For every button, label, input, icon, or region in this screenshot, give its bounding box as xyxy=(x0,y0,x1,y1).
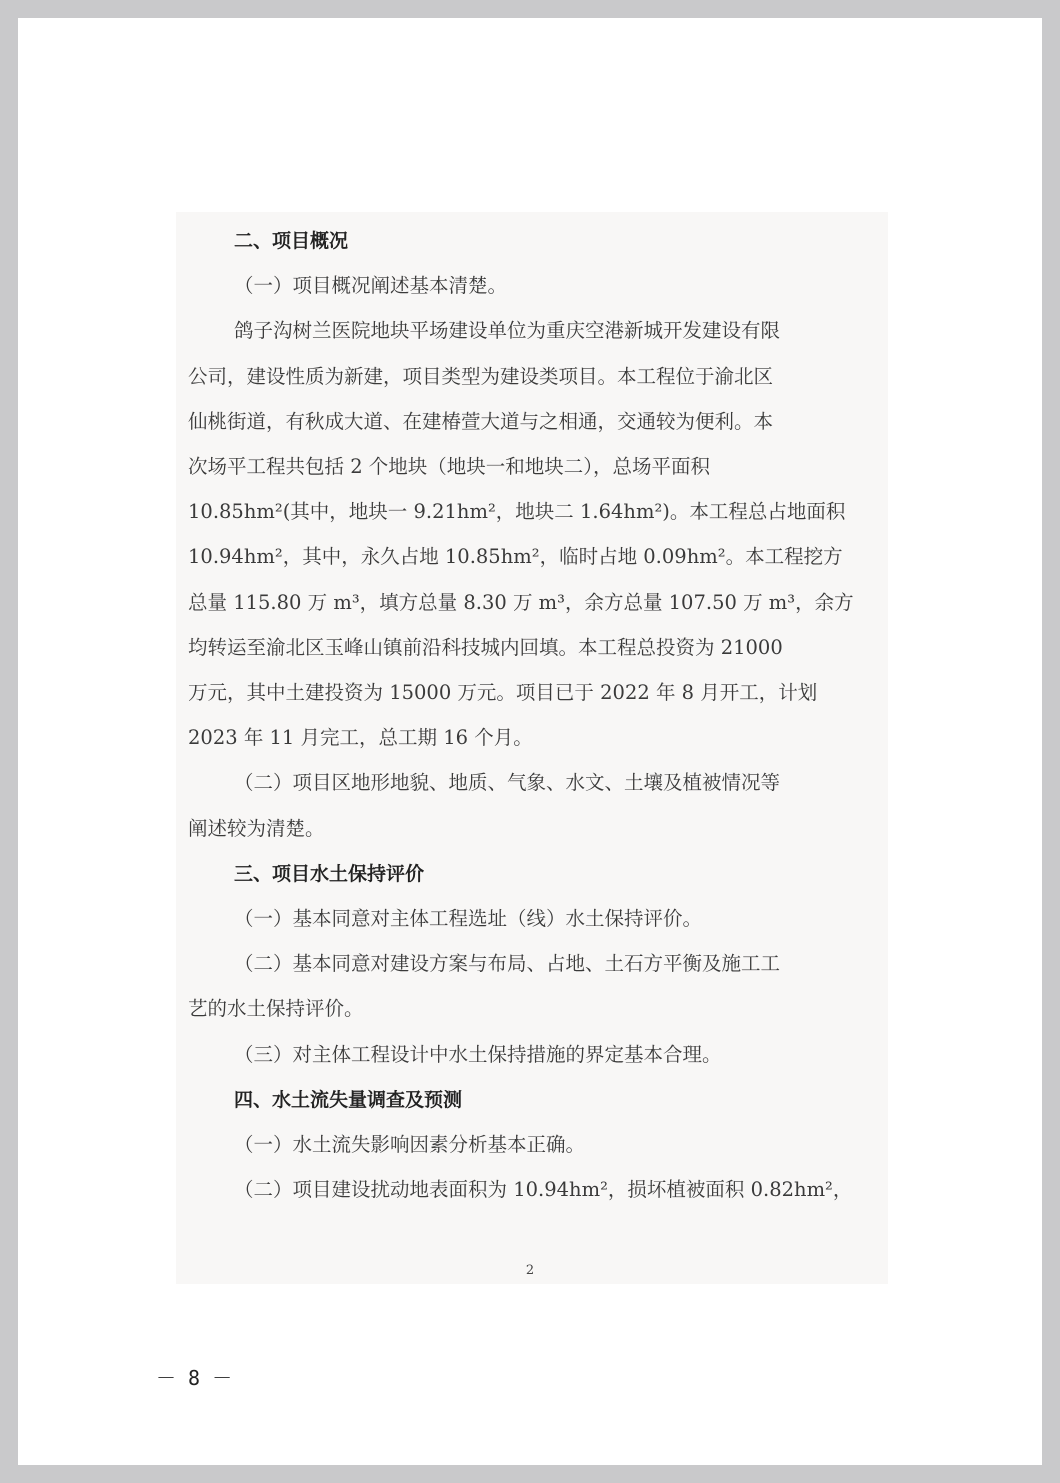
text-line: 鸽子沟树兰医院地块平场建设单位为重庆空港新城开发建设有限 xyxy=(234,319,781,342)
page-number-footer: － 8 － xyxy=(156,1366,233,1390)
text-line: （二）项目区地形地貌、地质、气象、水文、土壤及植被情况等 xyxy=(234,771,781,794)
text-line: （二）基本同意对建设方案与布局、占地、土石方平衡及施工工 xyxy=(234,952,781,975)
text-line: 仙桃街道，有秋成大道、在建椿萱大道与之相通，交通较为便利。本 xyxy=(188,410,774,433)
text-line: （一）项目概况阐述基本清楚。 xyxy=(234,274,508,297)
text-line: 公司，建设性质为新建，项目类型为建设类项目。本工程位于渝北区 xyxy=(188,365,774,388)
section-heading: 三、项目水土保持评价 xyxy=(234,863,425,885)
text-line: （二）项目建设扰动地表面积为 10.94hm²，损坏植被面积 0.82hm²， xyxy=(234,1178,853,1201)
text-line: （一）水土流失影响因素分析基本正确。 xyxy=(234,1133,586,1156)
text-line: 万元，其中土建投资为 15000 万元。项目已于 2022 年 8 月开工，计划 xyxy=(188,681,818,704)
section-heading: 二、项目概况 xyxy=(234,230,349,252)
text-line: 总量 115.80 万 m³，填方总量 8.30 万 m³，余方总量 107.50 万 m³，余方 xyxy=(188,591,854,614)
text-line: 阐述较为清楚。 xyxy=(188,817,325,840)
inner-page-number: 2 xyxy=(525,1263,535,1278)
text-line: 2023 年 11 月完工，总工期 16 个月。 xyxy=(188,726,533,749)
section-heading: 四、水土流失量调查及预测 xyxy=(234,1089,463,1111)
text-line: （三）对主体工程设计中水土保持措施的界定基本合理。 xyxy=(234,1043,722,1066)
text-line: 10.94hm²，其中，永久占地 10.85hm²，临时占地 0.09hm²。本工程挖方 xyxy=(188,545,843,568)
text-line: 均转运至渝北区玉峰山镇前沿科技城内回填。本工程总投资为 21000 xyxy=(188,636,783,659)
text-line: 艺的水土保持评价。 xyxy=(188,997,364,1020)
text-line: （一）基本同意对主体工程选址（线）水土保持评价。 xyxy=(234,907,703,930)
text-line: 次场平工程共包括 2 个地块（地块一和地块二），总场平面积 xyxy=(188,455,711,478)
text-line: 10.85hm²(其中，地块一 9.21hm²，地块二 1.64hm²)。本工程总占地面积 xyxy=(188,500,846,523)
